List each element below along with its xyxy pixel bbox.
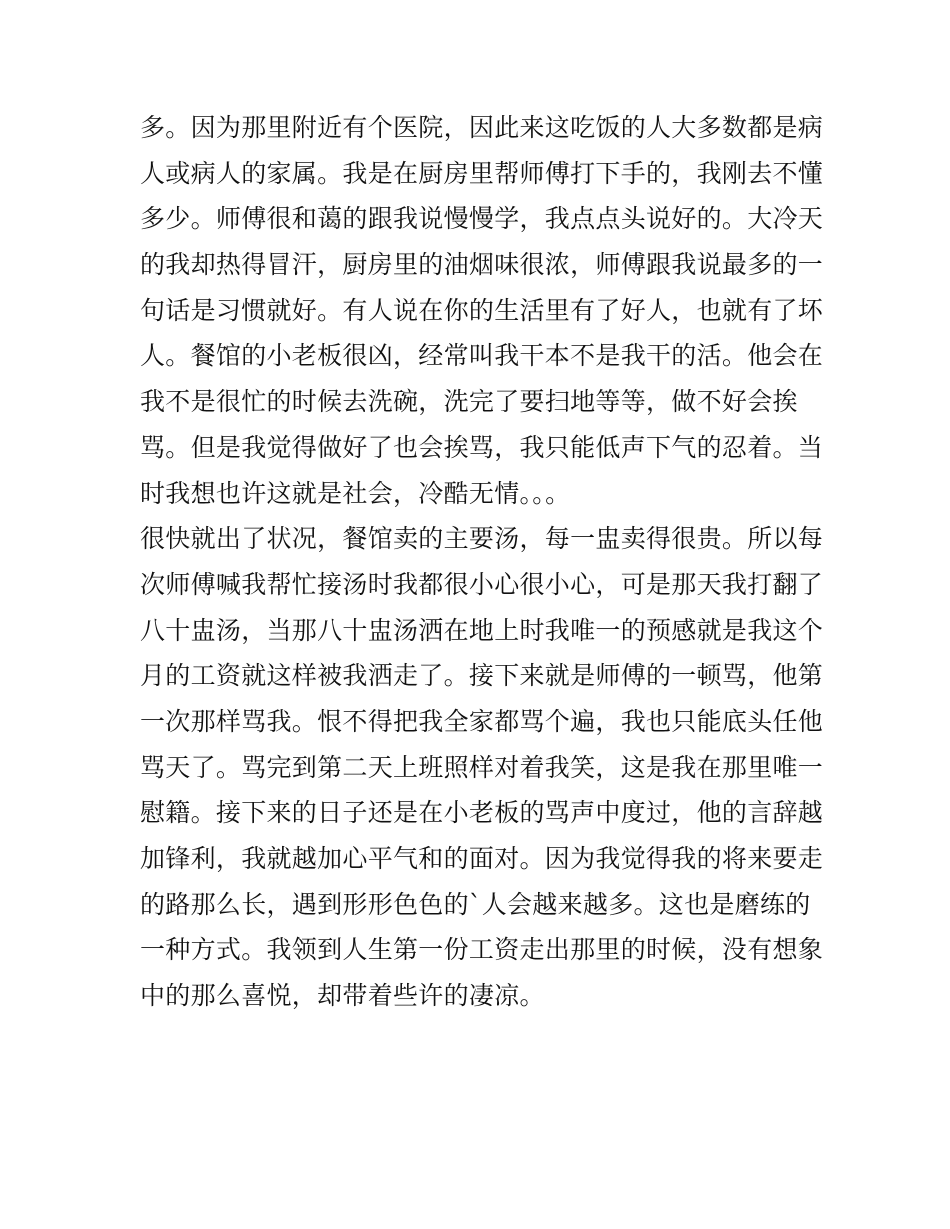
text-line: 骂天了。骂完到第二天上班照样对着我笑，这是我在那里唯一: [140, 752, 824, 782]
text-line: 一次那样骂我。恨不得把我全家都骂个遍，我也只能底头任他: [140, 706, 824, 736]
document-body: [140, 105, 824, 1019]
text-line: 人或病人的家属。我是在厨房里帮师傅打下手的，我刚去不懂: [140, 158, 824, 188]
text-line: 月的工资就这样被我洒走了。接下来就是师傅的一顿骂，他第: [140, 661, 824, 691]
text-line: 的路那么长，遇到形形色色的`人会越来越多。这也是磨练的: [140, 889, 811, 919]
text-line: 骂。但是我觉得做好了也会挨骂，我只能低声下气的忍着。当: [140, 432, 824, 462]
text-line: 时我想也许这就是社会，冷酷无情。。。: [140, 478, 571, 508]
text-line: 慰籍。接下来的日子还是在小老板的骂声中度过，他的言辞越: [140, 798, 824, 828]
text-line: 中的那么喜悦，却带着些许的凄凉。: [140, 981, 545, 1011]
text-line: 次师傅喊我帮忙接汤时我都很小心很小心，可是那天我打翻了: [140, 569, 824, 599]
text-line: 我不是很忙的时候去洗碗，洗完了要扫地等等，做不好会挨: [140, 387, 798, 417]
text-line: 句话是习惯就好。有人说在你的生活里有了好人，也就有了坏: [140, 295, 824, 325]
text-line: 很快就出了状况，餐馆卖的主要汤，每一盅卖得很贵。所以每: [140, 524, 824, 554]
text-line: 的我却热得冒汗，厨房里的油烟味很浓，师傅跟我说最多的一: [140, 250, 824, 280]
text-line: 加锋利，我就越加心平气和的面对。因为我觉得我的将来要走: [140, 844, 824, 873]
text-line: 八十盅汤，当那八十盅汤洒在地上时我唯一的预感就是我这个: [140, 615, 824, 645]
text-line: 人。餐馆的小老板很凶，经常叫我干本不是我干的活。他会在: [140, 341, 824, 371]
text-line: 多少。师傅很和蔼的跟我说慢慢学，我点点头说好的。大冷天: [140, 204, 824, 234]
text-line: 一种方式。我领到人生第一份工资走出那里的时候，没有想象: [140, 935, 824, 965]
text-line: 多。因为那里附近有个医院，因此来这吃饭的人大多数都是病: [140, 113, 824, 142]
